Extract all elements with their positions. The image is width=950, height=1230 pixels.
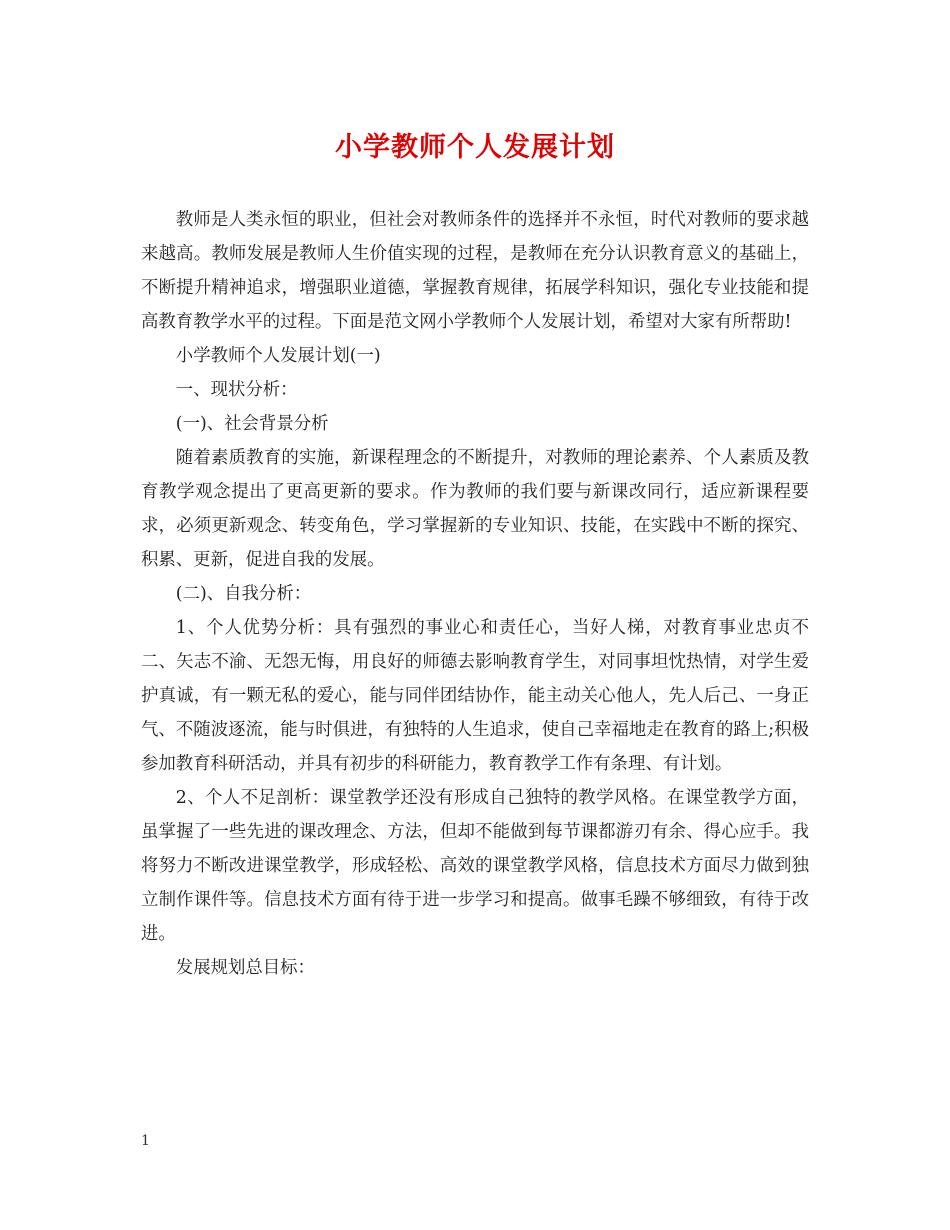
subsection-heading-self-analysis: (二)、自我分析： <box>175 584 312 604</box>
paragraph-intro: 教师是人类永恒的职业，但社会对教师条件的选择并不永恒，时代对教师的要求越来越高。教师发展是教师人生价值实现的过程，是教师在充分认识教育意义的基础上，不断提升精神追求，增强职业道德，掌握教育规律，拓展学科知识，强化专业技能和提高教育教学水平的过程。下面是范文网小学教师个人发展计划，希望对大家有所帮助! <box>141 210 809 332</box>
document-body <box>141 203 809 985</box>
paragraph-weaknesses: 2、个人不足剖析：课堂教学还没有形成自己独特的教学风格。在课堂教学方面，虽掌握了一些先进的课改理念、方法，但却不能做到每节课都游刃有余、得心应手。我将努力不断改进课堂教学，形成轻松、高效的课堂教学风格，信息技术方面尽力做到独立制作课件等。信息技术方面有待于进一步学习和提高。做事毛躁不够细致，有待于改进。 <box>141 788 809 944</box>
page-number: 1 <box>141 1133 150 1149</box>
document-title: 小学教师个人发展计划 <box>335 132 615 163</box>
paragraph-social-background: 随着素质教育的实施，新课程理念的不断提升，对教师的理论素养、个人素质及教育教学观念提出了更高更新的要求。作为教师的我们要与新课改同行，适应新课程要求，必须更新观念、转变角色，学习掌握新的专业知识、技能，在实践中不断的探究、积累、更新，促进自我的发展。 <box>141 448 809 570</box>
section-heading-plan-one: 小学教师个人发展计划(一) <box>175 346 381 366</box>
section-heading-status-analysis: 一、现状分析： <box>175 380 298 400</box>
paragraph-strengths: 1、个人优势分析：具有强烈的事业心和责任心，当好人梯，对教育事业忠贞不二、矢志不渝、无怨无悔，用良好的师德去影响教育学生，对同事坦忱热情，对学生爱护真诚，有一颗无私的爱心，能与同伴团结协作，能主动关心他人，先人后己、一身正气、不随波逐流，能与时俱进，有独特的人生追求，使自己幸福地走在教育的路上;积极参加教育科研活动，并具有初步的科研能力，教育教学工作有条理、有计划。 <box>141 618 809 774</box>
subsection-heading-social-background: (一)、社会背景分析 <box>175 414 329 434</box>
section-heading-overall-goal: 发展规划总目标： <box>175 958 315 978</box>
